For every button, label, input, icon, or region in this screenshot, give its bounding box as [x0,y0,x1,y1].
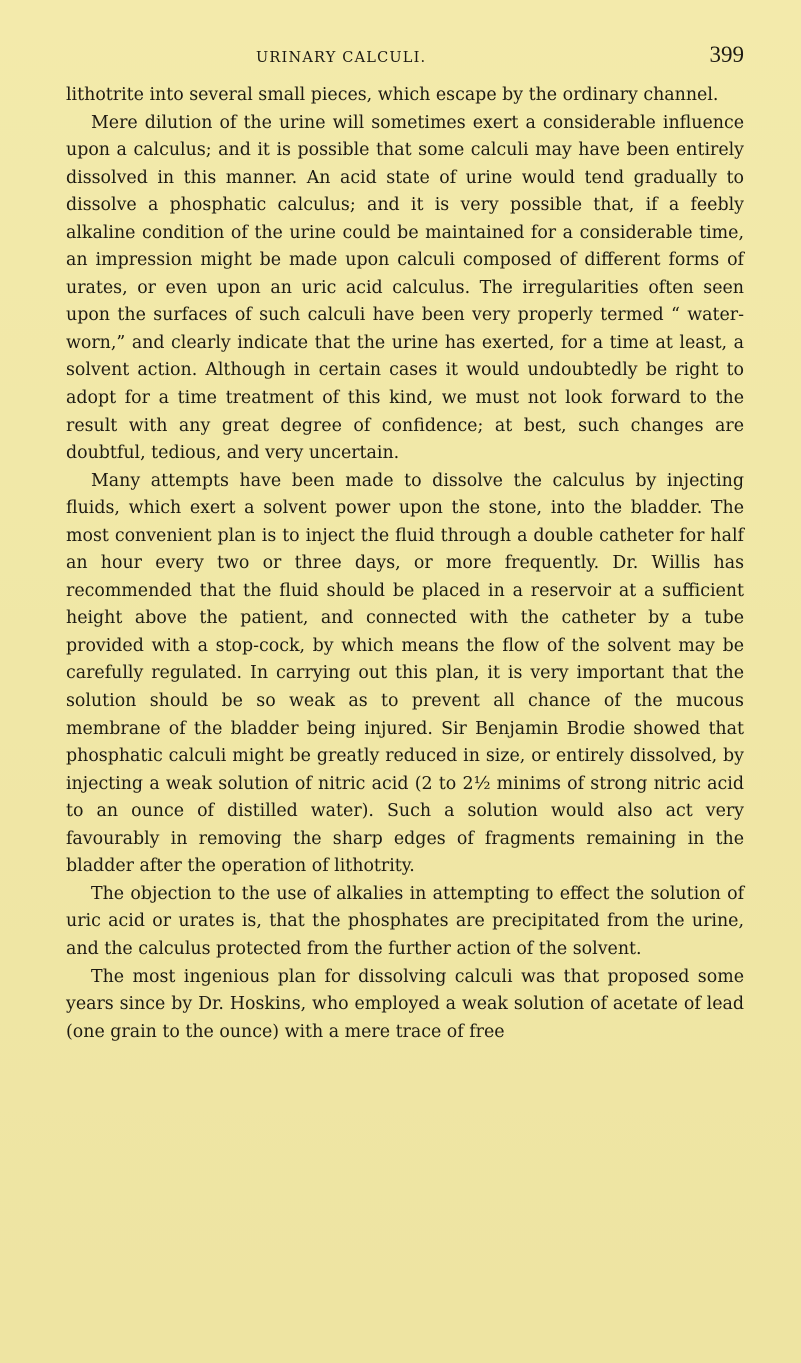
body-text [66,82,744,1046]
page-number: 399 [709,42,744,67]
paragraph-dilution: Mere dilution of the urine will sometimes exert a considerable influence upon a calculus; and it is possible that some calculi may have been entirely dissolved in this manner. An acid state of urine would tend gradually to dissolve a phosphatic calculus; and it is very possible that, if a feebly alkaline condition of the urine could be maintained for a considerable time, an impression might be made upon calculi composed of different forms of urates, or even upon an uric acid calculus. The irregularities often seen upon the surfaces of such calculi have been very properly termed “ water-worn,” and clearly indicate that the urine has exerted, for a time at least, a solvent action. Although in certain cases it would undoubtedly be right to adopt for a time treatment of this kind, we must not look forward to the result with any great degree of confidence; at best, such changes are doubtful, tedious, and very uncertain. [66,112,744,464]
paragraph-injection: Many attempts have been made to dissolve the calculus by injecting fluids, which exert a solvent power upon the stone, into the bladder. The most convenient plan is to inject the fluid through a double catheter for half an hour every two or three days, or more frequently. Dr. Willis has recommended that the fluid should be placed in a reservoir at a sufficient height above the patient, and connected with the catheter by a tube provided with a stop-cock, by which means the flow of the solvent may be carefully regulated. In carrying out this plan, it is very important that the solution should be so weak as to prevent all chance of the mucous membrane of the bladder being injured. Sir Benjamin Brodie showed that phosphatic calculi might be greatly reduced in size, or entirely dissolved, by injecting a weak solution of nitric acid (2 to 2½ minims of strong nitric acid to an ounce of distilled water). Such a solution would also act very favourably in removing the sharp edges of fragments remaining in the bladder after the operation of lithotrity. [66,470,744,877]
paragraph-alkalies: The objection to the use of alkalies in attempting to effect the solution of uric acid or urates is, that the phosphates are precipitated from the urine, and the calculus protected from the further action of the solvent. [66,883,744,959]
running-head [66,40,744,70]
paragraph-hoskins: The most ingenious plan for dissolving calculi was that proposed some years since by Dr. Hoskins, who employed a weak solution of acetate of lead (one grain to the ounce) with a mere trace of free [66,966,744,1042]
paragraph-continued: lithotrite into several small pieces, which escape by the ordinary channel. [66,85,719,105]
running-title: URINARY CALCULI. [256,50,427,66]
